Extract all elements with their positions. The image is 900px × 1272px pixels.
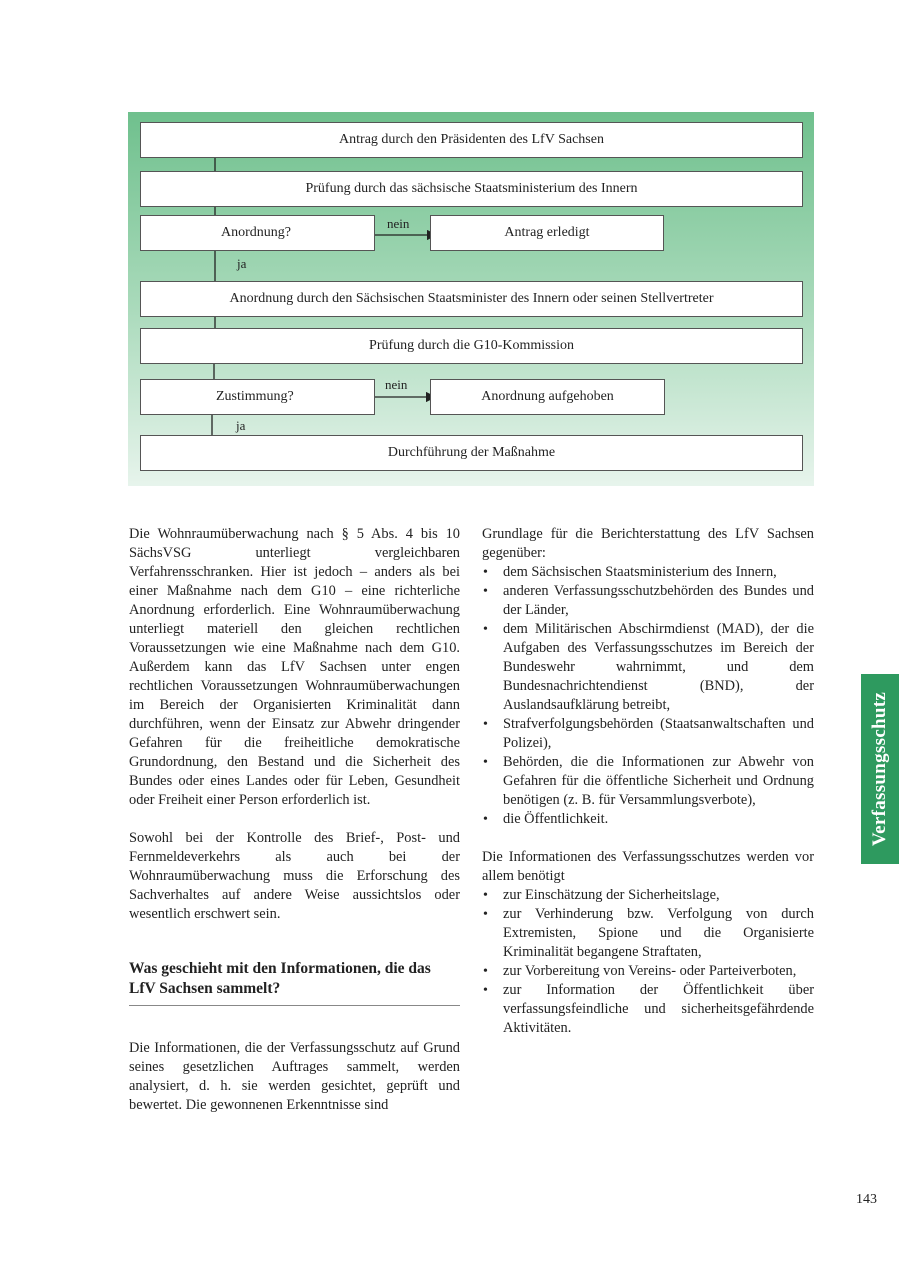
flow-step-application: Antrag durch den Präsidenten des LfV Sachsen	[140, 122, 803, 158]
list-item: • dem Sächsischen Staatsministerium des Innern,	[482, 563, 814, 582]
usage-list	[482, 886, 814, 1038]
list-item: • zur Einschätzung der Sicherheitslage,	[482, 886, 814, 905]
flow-step-g10-commission: Prüfung durch die G10-Kommission	[140, 328, 803, 364]
list-item: • zur Verhinderung bzw. Verfolgung von durch Extremisten, Spione und die Organisierte Kriminalität begangene Straftaten,	[482, 905, 814, 962]
right-column	[482, 525, 814, 1038]
list-item: • Strafverfolgungsbehörden (Staatsanwaltschaften und Polizei),	[482, 715, 814, 753]
reporting-list	[482, 563, 814, 829]
flow-label-no: nein	[385, 377, 408, 392]
flow-decision-order: Anordnung?	[140, 215, 375, 251]
flow-result-application-done: Antrag erledigt	[430, 215, 664, 251]
flow-label-yes: ja	[236, 418, 246, 433]
flow-step-order-minister: Anordnung durch den Sächsischen Staatsminister des Innern oder seinen Stellvertreter	[140, 281, 803, 317]
list-item: • die Öffentlichkeit.	[482, 810, 814, 829]
paragraph: Die Informationen, die der Verfassungsschutz auf Grund seines gesetzlichen Auftrages sammelt, werden analysiert, d. h. sie werden gesichtet, geprüft und bewertet. Die gewonnenen Erkenntnisse sind	[129, 1040, 460, 1113]
flow-label-no: nein	[387, 216, 410, 231]
list-item: • Behörden, die die Informationen zur Abwehr von Gefahren für die öffentliche Sicherheit und Ordnung benötigen (z. B. für Versammlungsverbote),	[482, 753, 814, 810]
side-tab-label: Verfassungsschutz	[869, 691, 890, 847]
section-side-tab	[861, 674, 899, 864]
left-column	[129, 525, 460, 1115]
paragraph: Grundlage für die Berichterstattung des LfV Sachsen gegenüber:	[482, 526, 814, 561]
list-item: • dem Militärischen Abschirmdienst (MAD), der die Aufgaben des Verfassungsschutzes im Bereich der Bundeswehr wahrnimmt, und dem Bundesnachrichtendienst (BND), der Auslandsaufklärung betreibt,	[482, 620, 814, 715]
flow-step-review-ministry: Prüfung durch das sächsische Staatsministerium des Innern	[140, 171, 803, 207]
paragraph: Die Wohnraumüberwachung nach § 5 Abs. 4 bis 10 SächsVSG unterliegt vergleichbaren Verfahrensschranken. Hier ist jedoch – anders als bei einer Maßnahme nach dem G10 – eine richterliche Anordnung erforderlich. Eine Wohnraumüberwachung unterliegt materiell den gleichen rechtlichen Voraussetzungen wie eine Maßnahme nach dem G10. Außerdem kann das LfV Sachsen unter engen rechtlichen Voraussetzungen Wohnraumüberwachungen im Bereich der Organisierten Kriminalität dann durchführen, wenn der Einsatz zur Abwehr dringender Gefahren für die freiheitliche demokratische Grundordnung, den Bestand und die Sicherheit des Bundes oder eines Landes oder für Leben, Gesundheit oder Freiheit einer Person erforderlich ist.	[129, 526, 460, 808]
paragraph: Die Informationen des Verfassungsschutzes werden vor allem benötigt	[482, 849, 814, 884]
list-item: • anderen Verfassungsschutzbehörden des Bundes und der Länder,	[482, 582, 814, 620]
flowchart-panel	[128, 112, 814, 486]
list-item: • zur Information der Öffentlichkeit über verfassungsfeindliche und sicherheitsgefährdende Aktivitäten.	[482, 981, 814, 1038]
page-number: 143	[856, 1192, 877, 1207]
section-heading: Was geschieht mit den Informationen, die das LfV Sachsen sammelt?	[129, 959, 460, 1006]
flow-decision-consent: Zustimmung?	[140, 379, 375, 415]
flow-label-yes: ja	[237, 256, 247, 271]
paragraph: Sowohl bei der Kontrolle des Brief-, Post- und Fernmeldeverkehrs als auch bei der Wohnraumüberwachung muss die Erforschung des Sachverhaltes auf andere Weise aussichtslos oder wesentlich erschwert sein.	[129, 830, 460, 922]
flow-step-execution: Durchführung der Maßnahme	[140, 435, 803, 471]
flow-result-order-revoked: Anordnung aufgehoben	[430, 379, 665, 415]
list-item: • zur Vorbereitung von Vereins- oder Parteiverboten,	[482, 962, 814, 981]
